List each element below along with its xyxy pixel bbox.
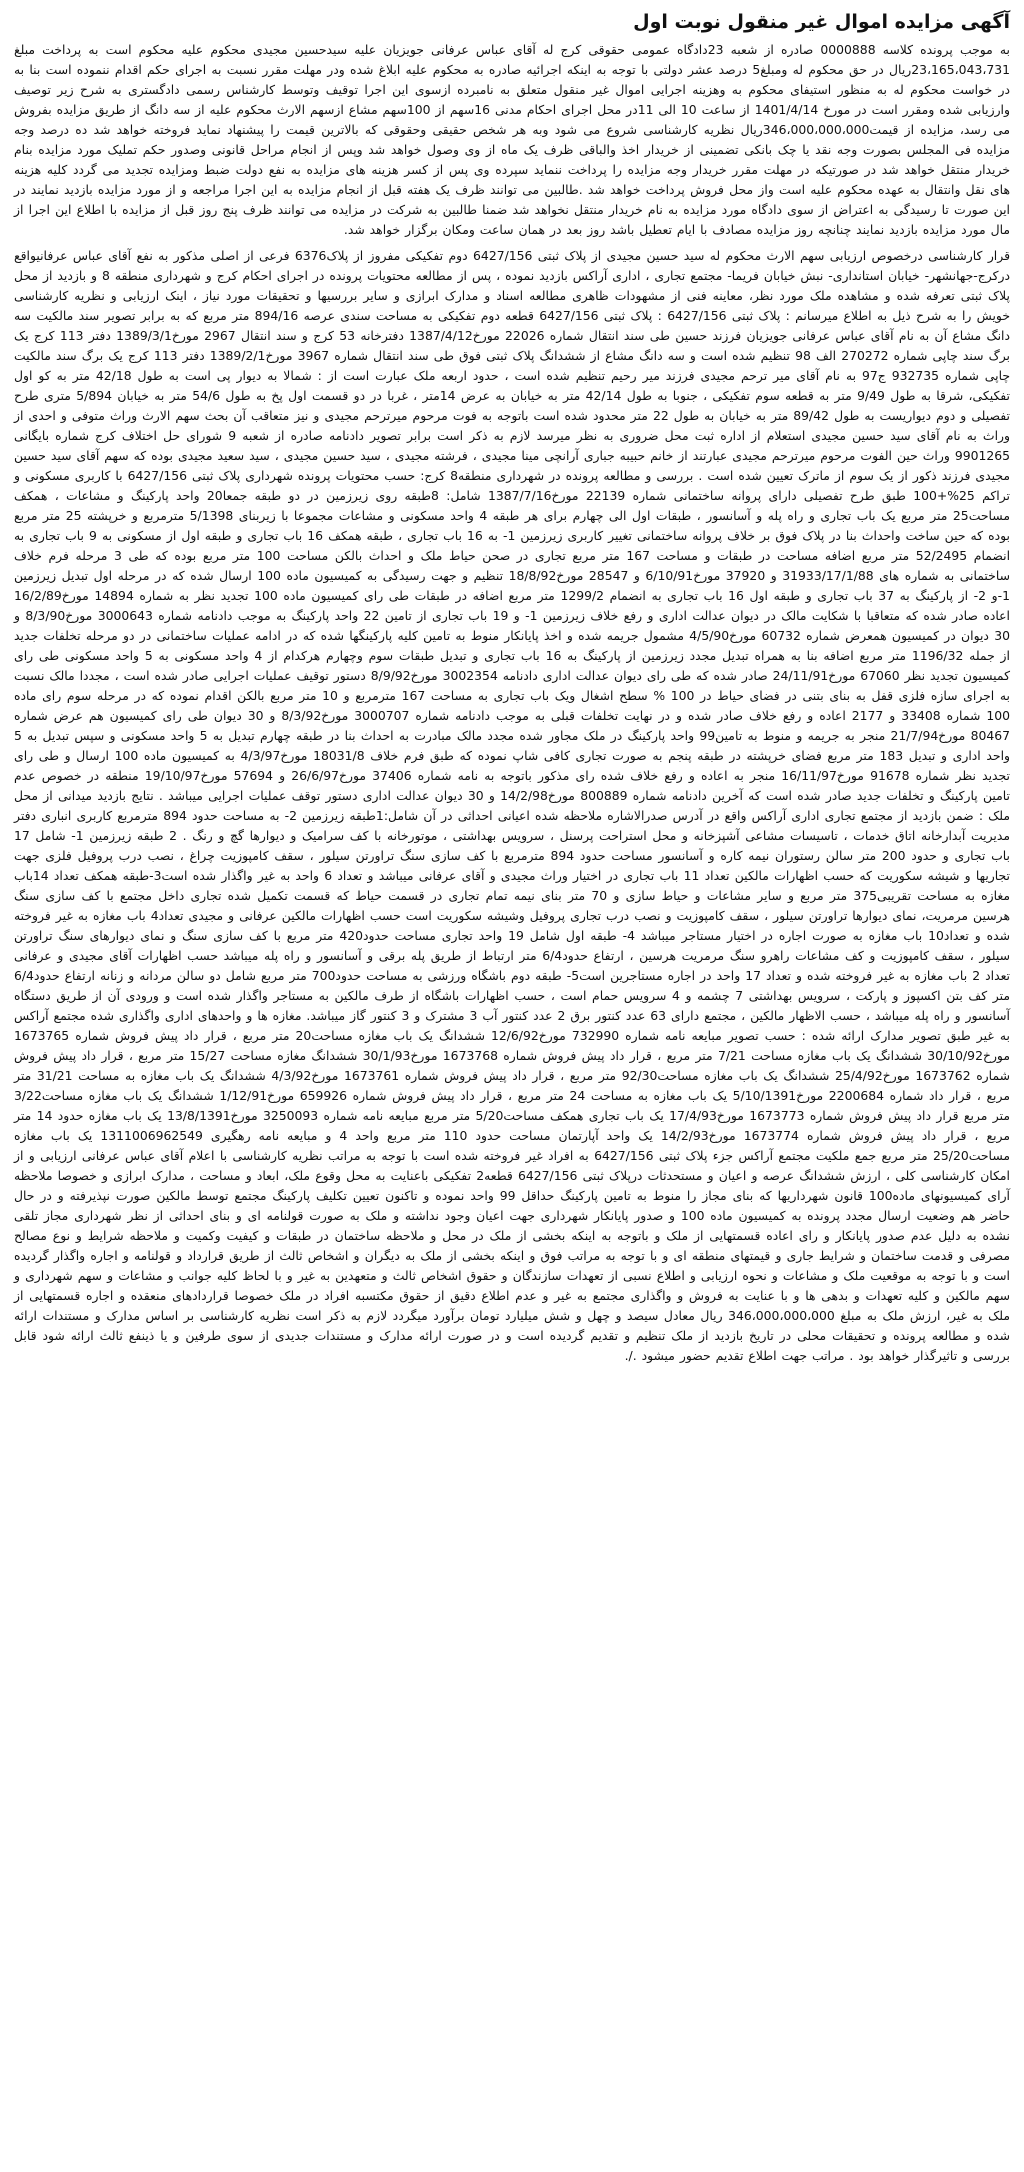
notice-title: آگهی مزایده اموال غیر منقول نوبت اول <box>633 11 1010 33</box>
notice-paragraph-auction-terms: به موجب پرونده کلاسه 0000888 صادره از شعبه 23دادگاه عمومی حقوقی کرج له آقای عباس عرفانی جویزیان علیه سیدحسین مجیدی محکوم علیه محکوم است به پرداخت مبلغ 23،165،043،731ریال در حق محکوم له ومبلغ5 درصد عشر دولتی با توجه به اینکه اجرائیه صادره به محکوم علیه ابلاغ شده ودر مهلت مقرر نسبت به اجرای حکم اقدام ننموده است بنا به در خواست محکوم له به منظور استیفای محکوم به وهزینه اجرایی اموال غیر منقول متعلق به نامبرده ازسوی این اجرا توقیف وتوسط کارشناس رسمی دادگستری به شرح زیر توصیف وارزیابی شده ومقرر است در مورخ 1401/4/14 از ساعت 10 الی 11در محل اجرای احکام مدنی 16سهم از 100سهم مشاع ازسهم الارث محکوم علیه از سه دانگ از طریق مزایده بفروش می رسد، مزایده از قیمت346،000،000،000ریال نظریه کارشناسی شروع می شود وبه هر شخص حقیقی وحقوقی که بالاترین قیمت را پیشنهاد نماید فروخته خواهد شد ده درصد وجه مزایده فی المجلس بصورت وجه نقد یا چک بانکی تضمینی از خریدار اخذ والباقی ظرف یک ماه از وی وصول خواهد شد وپس از انجام مراحل قانونی وصدور حکم تملیک مورد مزایده بنام خریدار منتقل خواهد شد در صورتیکه در مهلت مقرر خریدار وجه مزایده را پرداخت ننماید سپرده وی پس از کسر هزینه های مزایده به نفع دولت ضبط ومزایده تجدید می گردد کلیه هزینه های نقل وانتقال به عهده محکوم علیه است واز محل فروش پرداخت خواهد شد .طالبین می توانند ظرف یک هفته قبل از انجام مزایده به این اجرا مراجعه و از مورد مزایده بازدید نمایند در این صورت تا رسیدگی به اعتراض از سوی دادگاه مورد مزایده به نام خریدار منتقل نخواهد شد ضمنا طالبین به شرکت در مزایده می توانند ظرف پنج روز قبل از مزایده با اطلاع این اجرا از مال مورد مزایده بازدید نمایند چنانچه روز مزایده مصادف با ایام تعطیل باشد روز بعد در همان ساعت ومکان برگزار خواهد شد. <box>14 42 1011 237</box>
notice-paragraph-expert-appraisal: قرار کارشناسی درخصوص ارزیابی سهم الارث محکوم له سید حسین مجیدی از پلاک ثبتی 6427/156 دوم تفکیکی مفروز از پلاک6376 فرعی از اصلی مذکور به نفع آقای عباس عرفانیواقع درکرج-جهانشهر- خیابان استانداری- نبش خیابان فریما- مجتمع تجاری ، اداری آراکس بازدید نموده ، پس از مطالعه محتویات پرونده در اجرای احکام کرج و شهرداری منطقه 8 و بازدید از محل پلاک ثبتی تعرفه شده و مشاهده ملک مورد نظر، معاینه فنی از مشهودات ظاهری مطالعه اسناد و مدارک ابرازی و سایر بررسیها و تحقیقات مورد نیاز ، اینک ارزیابی و نظریه کارشناسی خویش را به شرح ذیل به اطلاع میرسانم : پلاک ثبتی 6427/156 : پلاک ثبتی 6427/156 قطعه دوم تفکیکی به مساحت سندی عرصه 894/16 متر مربع که به برابر تصویر سند مالکیت سه دانگ مشاع آن به نام آقای عباس عرفانی جویزیان فرزند حسین طی سند انتقال شماره 22026 مورخ1387/4/12 دفترخانه 53 کرج و سند انتقال 2967 مورخ1389/3/1 دفتر 113 کرج یک برگ سند چاپی شماره 270272 الف 98 تنظیم شده است و سه دانگ مشاع از ششدانگ پلاک ثبتی فوق طی سند انتقال شماره 3967 مورخ1389/2/1 دفتر 113 کرج یک برگ سند مالکیت چاپی شماره 932735 ج97 به نام آقای میر ترحم مجیدی فرزند میر رحیم تنظیم شده است ، حدود اربعه ملک عبارت است از : شمالا به دیوار پی است به طول 42/18 متر به کو اول تفکیکی، شرقا به طول 9/49 متر به قطعه سوم تفکیکی ، جنوبا به طول 42/14 متر به خیابان به عرض 14متر ، غربا در دو قسمت اول پخ به طول 54/6 متر به خیابان 5/894 متری طرح تفصیلی و دوم دیواریست به طول 89/42 متر به خیابان به طول 22 متر محدود شده است باتوجه به فوت مرحوم میرترحم مجیدی و نیز متعاقب آن بحث سهم الارث وراث متوفی و احدی از وراث به نام آقای سید حسین مجیدی استعلام از اداره ثبت محل ضروری به نظر میرسد لازم به ذکر است برابر تصویر دادنامه صادره از شعبه 9 شورای حل اختلاف کرج شماره بایگانی 9901265 وراث حین الفوت مرحوم میرترحم مجیدی عبارتند از خانم حبیبه جباری آرانچی مینا مجیدی ، فرشته مجیدی ، سید حسین مجیدی ، سید سعید مجیدی بوده که سهم آقای سید حسین مجیدی فرزند ذکور از یک سوم از ماترک تعیین شده است . بررسی و مطالعه پرونده در شهرداری منطقه8 کرج: حسب محتویات پرونده شهرداری پلاک ثبتی 6427/156 با کاربری مسکونی و تراکم 25%+100 طبق طرح تفصیلی دارای پروانه ساختمانی شماره 22139 مورخ1387/7/16 شامل: 8طبقه روی زیرزمین در دو طبقه جمعا20 واحد پارکینگ و مشاعات ، همکف مساحت25 متر مربع یک باب تجاری و راه پله و آسانسور ، طبقات اول الی چهارم برای هر طبقه 4 واحد مسکونی و مشاعات مجموعا با زیربنای 5/1398 مترمربع و خرپشته 25 متر مربع بوده که حین ساخت واحداث بنا در پلاک فوق بر خلاف پروانه ساختمانی تغییر کاربری زیرزمین 1- به 16 باب تجاری ، طبقه همکف 16 باب تجاری و طبقه اول از مسکونی به 9 باب تجاری به انضمام 52/2495 متر مربع اضافه مساحت در طبقات و مساحت 167 متر مربع تجاری در صحن حیاط ملک و احداث بالکن مساحت 100 متر مربع بوده که طی 3 مرحله فرم خلاف ساختمانی به شماره های 31933/17/1/88 و 37920 مورخ6/10/91 و 28547 مورخ18/8/92 تنظیم و جهت رسیدگی به کمیسیون ماده 100 ارسال شده که در مرحله اول تبدیل زیرزمین 1-و 2- از پارکینگ به 37 باب تجاری و طبقه اول 16 باب تجاری به انضمام 1299/2 متر مربع اضافه در طبقات طی رای کمیسیون ماده 100 تجدید نظر به شماره 14894 مورخ16/2/89 اعاده صادر شده که متعاقبا با شکایت مالک در دیوان عدالت اداری و رفع خلاف زیرزمین 1- و 19 باب تجاری از تامین 22 واحد پارکینگ به موجب دادنامه شماره 3000643 مورخ8/3/90 و 30 دیوان در کمیسیون همعرض شماره 60732 مورخ4/5/90 مشمول جریمه شده و اخذ پایانکار منوط به تامین کلیه پارکینگها شده که در ادامه عملیات ساختمانی در دو مرحله تخلفات جدید از جمله 1196/32 متر مربع اضافه بنا به همراه تبدیل مجدد زیرزمین از پارکینگ به 16 باب تجاری و تبدیل طبقات سوم وچهارم هرکدام از 4 واحد مسکونی به 5 واحد مسکونی طی رای کمیسیون تجدید نظر 67060 مورخ24/11/91 صادر شده که طی رای دیوان عدالت اداری دادنامه 3002354 مورخ8/9/92 دستور توقیف عملیات اجرایی صادر شده است ، مجددا مالک نسبت به اجرای سازه فلزی قفل به بنای بتنی در فضای حیاط در 100 % سطح اشغال ویک باب تجاری به مساحت 167 مترمربع و 10 متر مربع بالکن اقدام نموده که در مرحله سوم رای ماده 100 شماره 33408 و 2177 اعاده و رفع خلاف صادر شده و در نهایت تخلفات قبلی به موجب دادنامه شماره 3000707 مورخ8/3/92 و 30 دیوان طی رای کمیسیون هم عرض شماره 80467 مورخ21/7/94 منجر به جریمه و منوط به تامین99 واحد پارکینگ در ملک مجاور شده مجدد مالک مبادرت به احداث بنا در طبقه چهارم تبدیل به 5 واحد مسکونی و سپس تبدیل به 5 واحد اداری و تبدیل 183 متر مربع فضای خرپشته در طبقه پنجم به صورت تجاری کافی شاپ نموده که طبق فرم خلاف 18031/8 مورخ4/3/97 به کمیسیون ماده 100 ارسال و طی رای تجدید نظر شماره 91678 مورخ16/11/97 منجر به اعاده و رفع خلاف شده رای مذکور باتوجه به نامه شماره 37406 مورخ26/6/97 و 57694 مورخ19/10/97 منطقه در خصوص عدم تامین پارکینگ و تخلفات جدید صادر شده است که آخرین دادنامه شماره 800889 مورخ14/2/98 و 30 دیوان عدالت اداری دستور توقف عملیات اجرایی میباشد . نتایج بازدید میدانی از محل ملک : ضمن بازدید از مجتمع تجاری اداری آراکس واقع در آدرس صدرالاشاره ملاحظه شده اعیانی احداثی در آن شامل:1طبقه زیرزمین 2- به مساحت حدود 894 مترمربع کاربری انباری دفتر مدیریت آبدارخانه اتاق خدمات ، تاسیسات مشاعی آشپزخانه و محل استراحت پرسنل ، سرویس بهداشتی ، موتورخانه با کف سرامیک و دیوارها گچ و رنگ . 2 طبقه زیرزمین 1- شامل 17 باب تجاری و حدود 200 متر سالن رستوران نیمه کاره و آسانسور مساحت حدود 894 مترمربع با کف سازی سنگ تراورتن سیلور ، سقف کامپوزیت چراغ ، نصب درب پروفیل فلزی جهت تجاریها و شیشه سکوریت که حسب اظهارات مالکین تعداد 11 باب تجاری در اختیار وراث مجیدی و آقای عرفانی میباشد و تعداد 6 واحد به غیر واگذار شده است3-طبقه همکف تعداد 14باب مغازه به مساحت تقریبی375 متر مربع و سایر مشاعات و حیاط سازی و 70 متر بنای نیمه تمام تجاری در قسمت حیاط که قسمت تکمیل شده تجاری داخل مجتمع با کف سازی سنگ هرسین مرمریت، نمای دیوارها تراورتن سیلور ، سقف کامپوزیت و نصب درب تجاری پروفیل وشیشه سکوریت است حسب اظهارات مالکین عرفانی و مجیدی تعداد4 باب مغازه به غیر فروخته شده و تعداد10 باب مغازه به صورت اجاره در اختیار مستاجر میباشد 4- طبقه اول شامل 19 واحد تجاری مساحت حدود420 متر مربع با کف سازی سنگ و نمای دیوارهای سنگ تراورتن سیلور ، سقف کامپوزیت و کف مشاعات راهرو سنگ مرمریت هرسین ، ارتفاع حدود6/4 متر ارتباط از طریق پله برقی و آسانسور و راه پله میباشد حسب اظهارات آقای مجیدی و عرفانی تعداد 2 باب مغازه به غیر فروخته شده و تعداد 17 واحد در اجاره مستاجرین است5- طبقه دوم باشگاه ورزشی به مساحت حدود700 متر مربع شامل دو سالن مردانه و زنانه ارتفاع حدود6/4 متر کف بتن اکسپوز و پارکت ، سرویس بهداشتی 7 چشمه و 4 سرویس حمام است ، حسب اظهارات باشگاه از طرف مالکین به مستاجر واگذار شده است و ورودی آن از طریق دستگاه آسانسور و راه پله میباشد ، حسب الاظهار مالکین ، مجتمع دارای 63 عدد کنتور برق 2 عدد کنتور آب 3 مشترک و 3 کنتور گاز میباشد. مغازه ها و واحدهای اداری واگذاری شده مجتمع آراکس به غیر طبق تصویر مدارک ارائه شده : حسب تصویر مبایعه نامه شماره 732990 مورخ12/6/92 ششدانگ یک باب مغازه مساحت20 متر مربع ، قرار داد پیش فروش شماره 1673765 مورخ30/10/92 ششدانگ یک باب مغازه مساحت 7/21 متر مربع ، قرار داد پیش فروش شماره 1673768 مورخ30/1/93 ششدانگ مغازه مساحت 15/27 متر مربع ، قرار داد پیش فروش شماره 1673762 مورخ25/4/92 ششدانگ یک باب مغازه مساحت92/30 متر مربع ، قرار داد پیش فروش شماره 1673761 مورخ4/3/92 ششدانگ یک باب مغازه به مساحت 31/21 متر مربع ، قرار داد شماره 2200684 مورخ5/10/1391 یک باب مغازه به مساحت 24 متر مربع ، قرار داد پیش فروش شماره 659926 مورخ1/12/91 ششدانگ یک باب مغازه مساحت3/22 متر مربع قرار داد پیش فروش شماره 1673773 مورخ17/4/93 یک باب تجاری همکف مساحت5/20 متر مربع مبایعه نامه شماره 3250093 مورخ13/8/1391 یک باب مغازه حدود 14 متر مربع ، قرار داد پیش فروش شماره 1673774 مورخ14/2/93 یک واحد آپارتمان مساحت حدود 110 متر مربع واحد 4 و مبایعه نامه رهگیری 1311006962549 یک باب مغازه مساحت25/20 متر مربع جمع ملکیت مجتمع آراکس جزء پلاک ثبتی 6427/156 به افراد غیر فروخته شده است با توجه به مراتب نظریه کارشناسی با اعلام آقای عباس عرفانی ارزیابی و از امکان کارشناسی کلی ، ارزش ششدانگ عرصه و اعیان و مستحدثات درپلاک ثبتی 6427/156 قطعه2 تفکیکی باعنایت به محل وقوع ملک، ابعاد و مساحت ، مدارک ابرازی و خصوصا ملاحظه آرای کمیسیونهای ماده100 قانون شهرداریها که بنای مجاز را منوط به تامین پارکینگ حداقل 99 واحد نموده و تاکنون تعیین تکلیف پارکینگ مجتمع توسط مالکین صورت نپذیرفته و در حال حاضر هم وضعیت ارسال مجدد پرونده به کمیسیون ماده 100 و صدور پایانکار شهرداری جهت اعیان وجود نداشته و ملک به صورت قولنامه ای و بنای احداثی از نظر شهرداری مجاز تلقی نشده به دلیل عدم صدور پایانکار و رای اعاده قسمتهایی از ملک و باتوجه به اینکه بخشی از ملک در محل و ملاحظه ساختمان در طبقات و کیفیت وکمیت و ملاحظه شرایط و نوع مصالح مصرفی و قدمت ساختمان و شرایط جاری و قیمتهای منطقه ای و با توجه به مراتب فوق و اینکه بخشی از ملک به دیگران و اشخاص ثالث از طریق قرارداد و قولنامه و اجاره واگذار گردیده است و با توجه به موقعیت ملک و مشاعات و نحوه ارزیابی و اطلاع نسبی از تعهدات سازندگان و حقوق اشخاص ثالث و متعهدین به غیر و با لحاظ کلیه جوانب و مشاعات و سهم شهرداری و سهم مالکین و کلیه تعهدات و بدهی ها و با عنایت به فروش و واگذاری مجتمع به غیر و عدم اطلاع دقیق از حقوق مکتسبه افراد در ملک خصوصا قراردادهای منعقده و اجاره قسمتهایی از ملک به غیر، ارزش ملک به مبلغ 346،000،000،000 ریال معادل سیصد و چهل و شش میلیارد تومان برآورد میگردد لازم به ذکر است نظریه کارشناسی بر اساس مدارک و مستندات ارائه شده و مطالعه پرونده و تحقیقات محلی در تاریخ بازدید از ملک تنظیم و تقدیم گردیده است و در صورت ارائه مدارک و مستندات جدیدی از سوی طرفین و یا ذینفع ثالث ارائه شود قابل بررسی و تاثیرگذار خواهد بود . مراتب جهت اطلاع تقدیم حضور میشود ./. <box>14 248 1011 1363</box>
